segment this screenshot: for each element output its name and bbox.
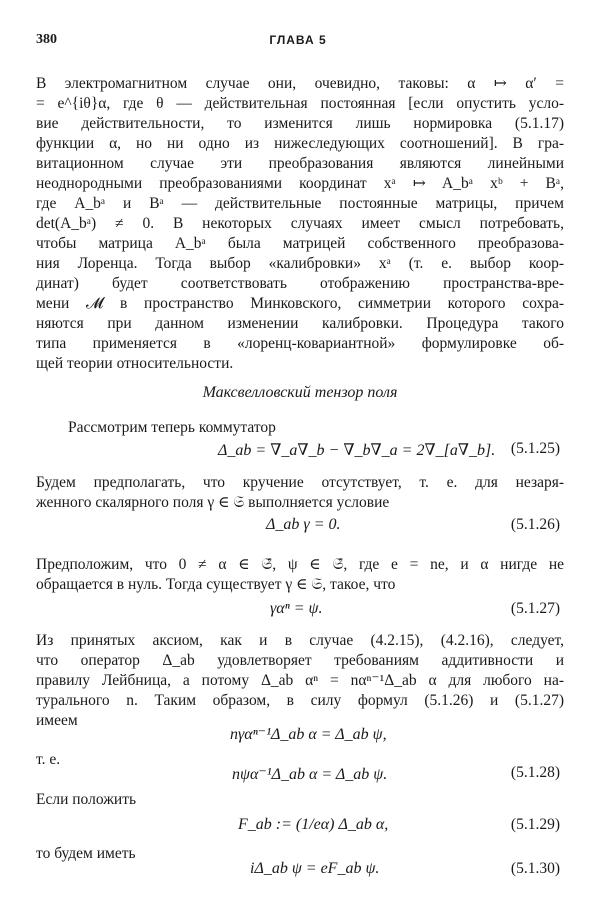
- text-line: типа применяется в «лоренц-ковариантной» формулировке об-: [36, 335, 564, 352]
- text-line: мени 𝓜 в пространство Минковского, симметрии которого сохра-: [36, 295, 564, 312]
- text-line: женного скалярного поля γ ∈ 𝔖 выполняется условие: [36, 494, 390, 511]
- text-line: имеем: [36, 712, 78, 729]
- text-line: Будем предполагать, что кручение отсутствует, т. е. для незаря-: [36, 474, 564, 491]
- text-line: Из принятых аксиом, как и в случае (4.2.15), (4.2.16), следует,: [36, 632, 564, 649]
- equation-number: (5.1.28): [510, 764, 560, 781]
- equation-number: (5.1.29): [510, 816, 560, 833]
- text-line: няются при данном изменении калибровки. Процедура такого: [36, 315, 564, 332]
- text-line: вие действительности, то изменится лишь нормировка (5.1.17): [36, 115, 564, 132]
- equation-formula: Δ_ab γ = 0.: [266, 516, 341, 533]
- text-line: чтобы матрица A_bᵃ была матрицей собственного преобразова-: [36, 235, 564, 252]
- running-title: ГЛАВА 5: [269, 33, 327, 47]
- text-line: т. е.: [36, 751, 61, 768]
- equation-formula: Δ_ab = ∇_a∇_b − ∇_b∇_a = 2∇_[a∇_b].: [218, 442, 496, 459]
- text-line: В электромагнитном случае они, очевидно, таковы: α ↦ α′ =: [36, 75, 564, 92]
- text-line: ния Лоренца. Тогда выбор «калибровки» xᵃ (т. е. выбор коор-: [36, 255, 564, 272]
- text-line: Если положить: [36, 791, 137, 808]
- equation-formula: nγαⁿ⁻¹Δ_ab α = Δ_ab ψ,: [230, 726, 387, 743]
- text-line: динат) будет соответствовать отображению пространства-вре-: [36, 275, 564, 292]
- equation-number: (5.1.26): [510, 516, 560, 533]
- equation-formula: nψα⁻¹Δ_ab α = Δ_ab ψ.: [232, 766, 388, 783]
- page-header: [36, 32, 560, 52]
- text-line: витационном случае эти преобразования являются линейными: [36, 155, 564, 172]
- text-line: обращается в нуль. Тогда существует γ ∈ 𝔖, такое, что: [36, 576, 396, 593]
- equation-number: (5.1.30): [510, 860, 560, 877]
- text-line: то будем иметь: [36, 845, 136, 862]
- text-line: det(A_bᵃ) ≠ 0. В некоторых случаях имеет смысл потребовать,: [36, 215, 564, 232]
- text-line: что оператор Δ_ab удовлетворяет требованиям аддитивности и: [36, 652, 564, 669]
- equation-number: (5.1.27): [510, 600, 560, 617]
- text-line: неоднородными преобразованиями координат xᵃ ↦ A_bᵃ xᵇ + Bᵃ,: [36, 175, 564, 192]
- text-line: где A_bᵃ и Bᵃ — действительные постоянные матрицы, причем: [36, 195, 564, 212]
- section-heading: Максвелловский тензор поля: [202, 384, 398, 401]
- equation-formula: F_ab := (1/eα) Δ_ab α,: [238, 816, 389, 833]
- equation-formula: iΔ_ab ψ = eF_ab ψ.: [250, 860, 380, 877]
- text-line: щей теории относительности.: [36, 355, 234, 372]
- text-line: Предположим, что 0 ≠ α ∈ 𝔖̊, ψ ∈ 𝔖̊, где e = ne, и α нигде не: [36, 556, 564, 573]
- page-number: 380: [36, 32, 57, 47]
- equation-number: (5.1.25): [510, 440, 560, 457]
- equation-formula: γαⁿ = ψ.: [270, 600, 323, 617]
- text-line: функции α, но ни одно из нижеследующих соотношений]. В гра-: [36, 135, 564, 152]
- text-line: = e^{iθ}α, где θ — действительная постоянная [если опустить усло-: [36, 95, 564, 112]
- text-line: турального n. Таким образом, в силу формул (5.1.26) и (5.1.27): [36, 692, 564, 709]
- text-line: Рассмотрим теперь коммутатор: [68, 419, 276, 436]
- text-line: правилу Лейбница, а потому Δ_ab αⁿ = nαⁿ⁻¹Δ_ab α для любого на-: [36, 672, 564, 689]
